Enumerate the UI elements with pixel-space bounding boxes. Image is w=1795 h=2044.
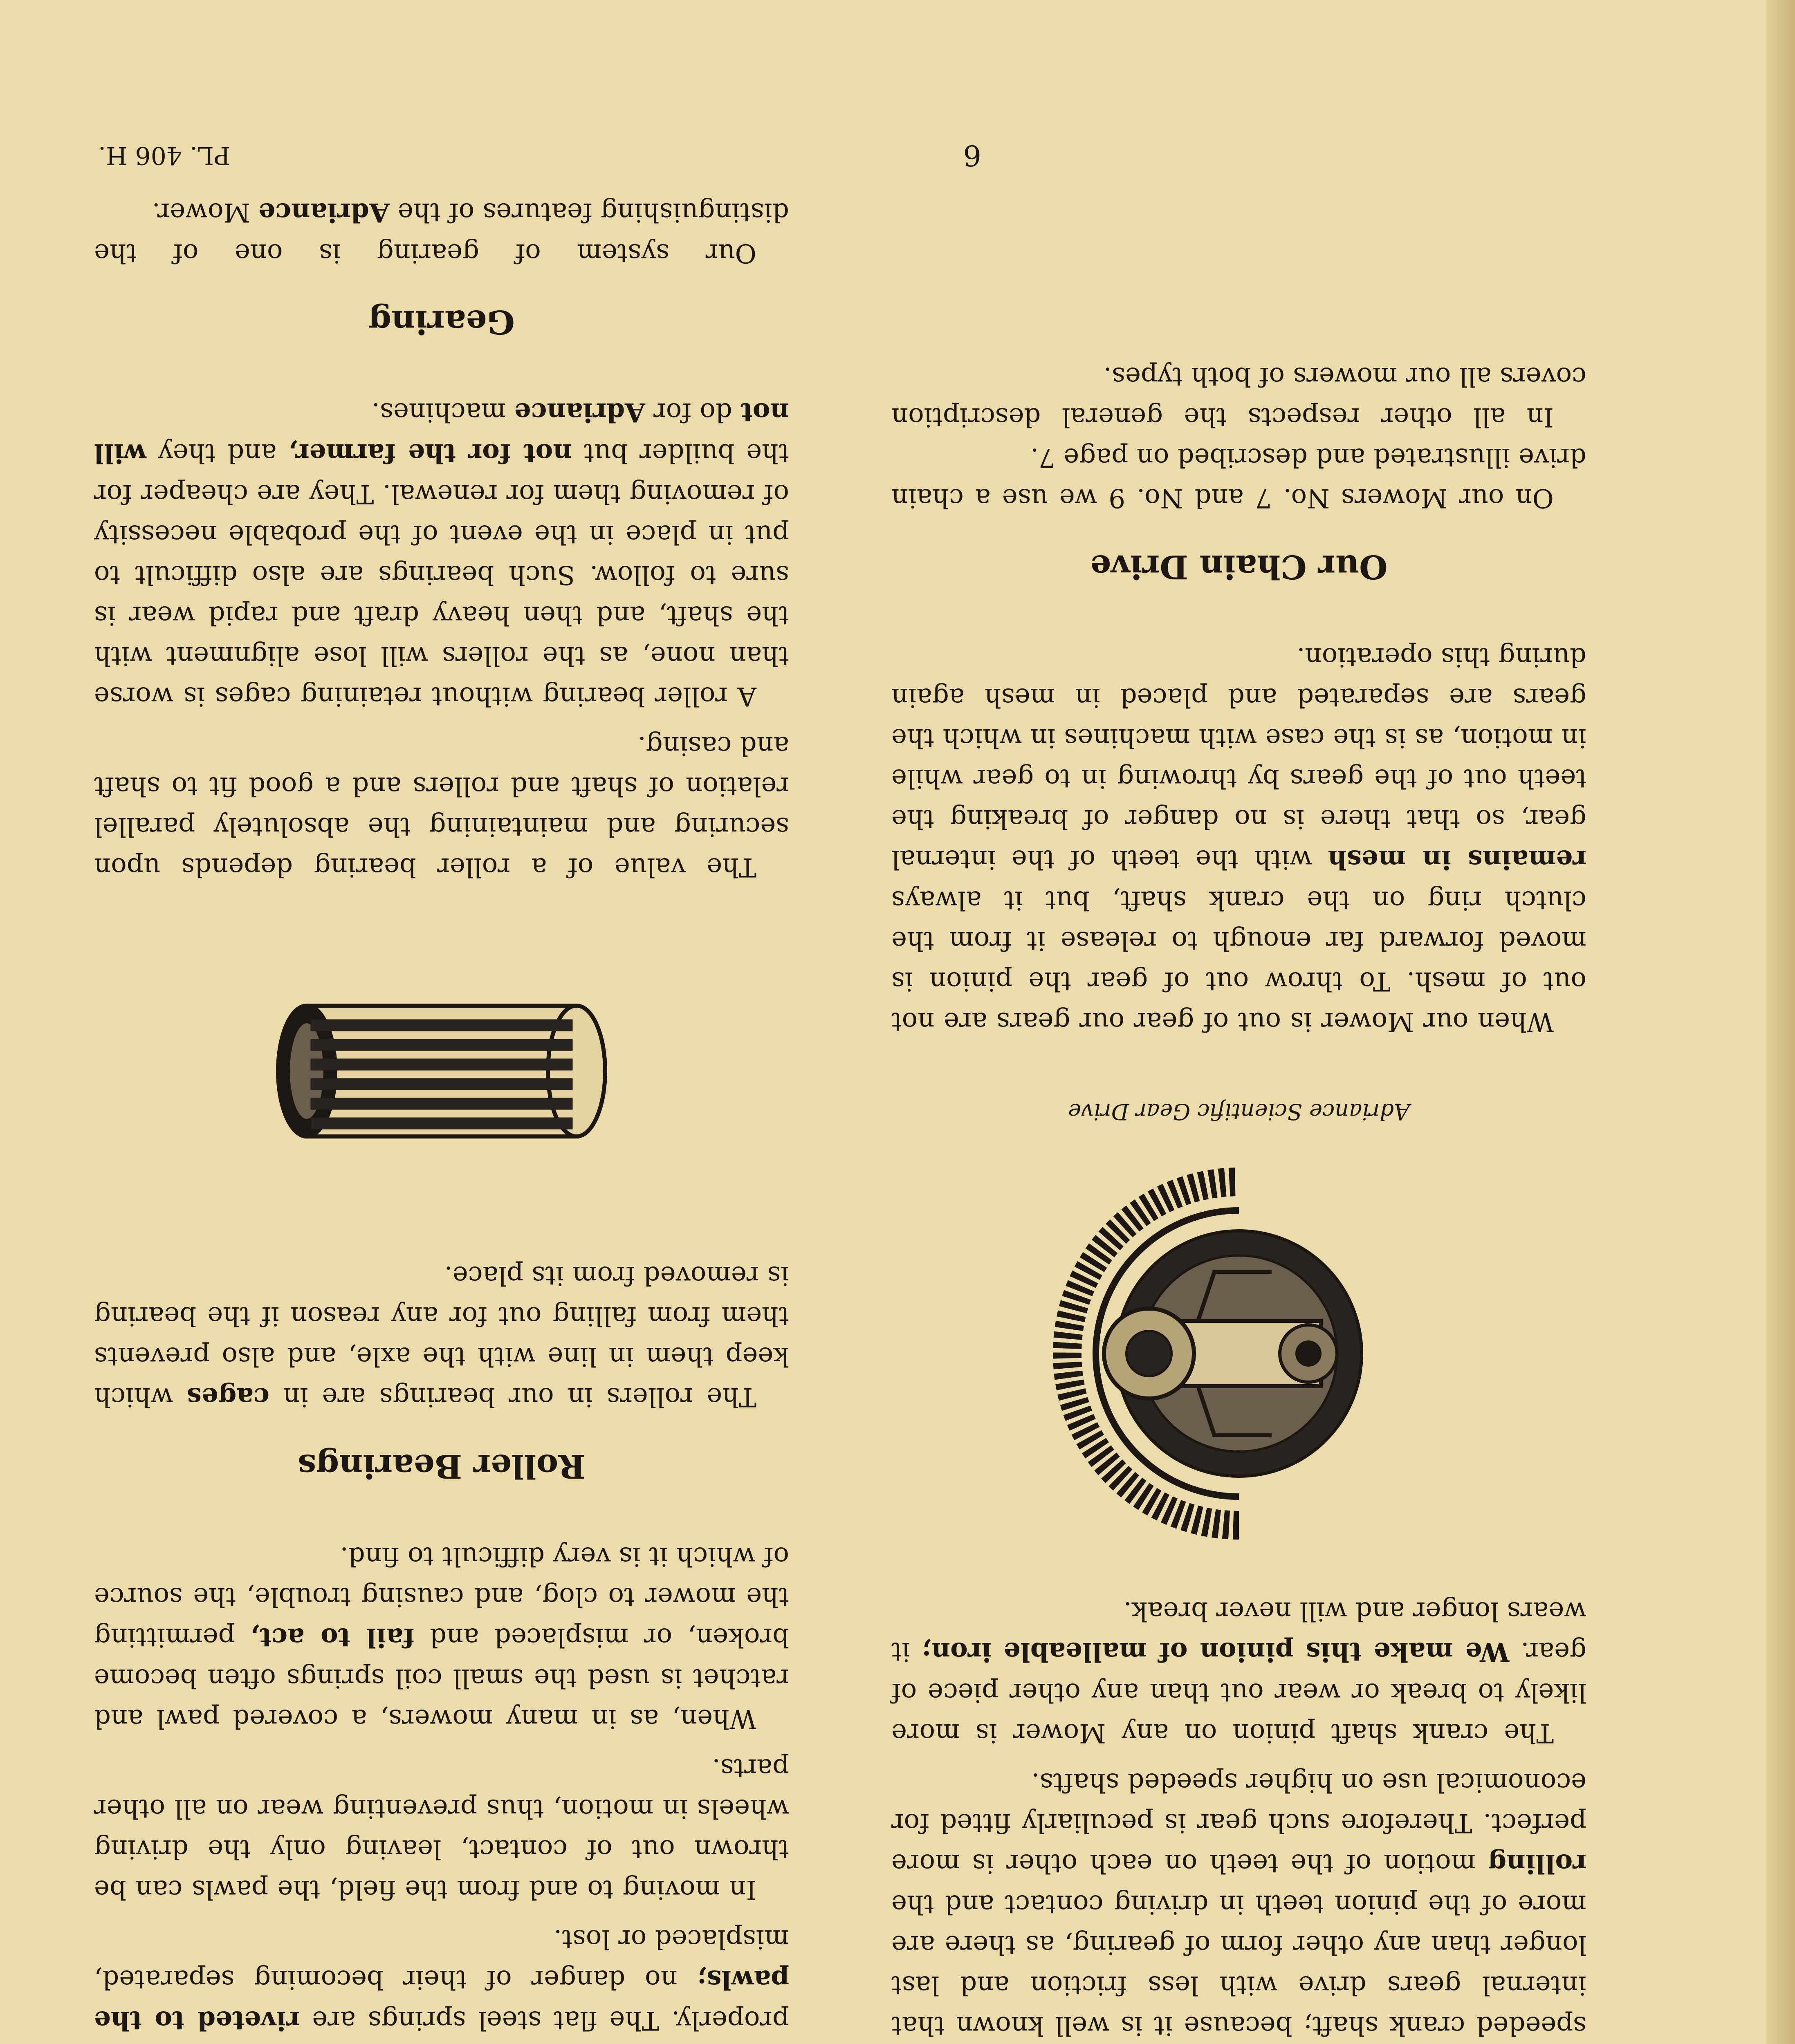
text-run: The rollers in our bearings are in <box>269 1382 756 1412</box>
text-run: machines. <box>371 397 514 427</box>
covered-pawl-paragraph <box>94 1536 789 1739</box>
right-column <box>94 164 789 2044</box>
bold-emphasis: remains in mesh <box>1328 844 1586 875</box>
bold-emphasis: rolling <box>1488 1848 1586 1879</box>
text-run: which keep them in line with the axle, and also prevents them from falling out for any reason if the bearing is removed from its place. <box>94 1260 789 1412</box>
text-run: In moving to and from the field, the pawls can be thrown out of contact, leaving only the driving wheels in motion, thus preventing wear on all other parts. <box>94 1753 789 1905</box>
text-run: with the teeth of the internal gear, so that there is no danger of breaking the teeth out of the gears by throwing in to gear while in motion, as is the case with machines in which the gears are separated and placed in mesh again during this operation. <box>891 642 1586 874</box>
chain-drive-heading: Our Chain Drive <box>1090 548 1388 586</box>
bold-emphasis: not for the farmer, <box>288 438 572 468</box>
text-run: permitting the mower to clog, and causing trouble, the source of which it is very difficult to find. <box>94 1541 789 1652</box>
bevel-gear-paragraph <box>891 1762 1586 2044</box>
out-of-gear-paragraph <box>891 637 1586 1042</box>
plate-code: PL. 406 H. <box>98 141 231 170</box>
bold-emphasis: Adriance <box>514 397 645 428</box>
text-run: Our system of gearing is one of the distinguishing features of the <box>94 197 789 268</box>
cages-paragraph <box>94 1255 789 1417</box>
page-footer <box>65 131 1586 180</box>
bevel-gear-drive-illustration <box>1034 1149 1443 1558</box>
text-run: and they <box>146 438 289 468</box>
bold-emphasis: We make this pinion of malleable iron; <box>922 1636 1510 1667</box>
text-run: In all other respects the general description covers all our mowers of both types. <box>891 361 1586 432</box>
text-run: When, as in many mowers, a covered pawl and ratchet is used the small coil springs often become broken, or misplaced and <box>94 1622 789 1734</box>
text-run: speeded crank shaft; because it is well known that internal gears drive with less friction and last longer than any other form of gearing, as there are more of the pinion teeth in driving contact and the <box>891 1889 1586 2041</box>
gear-drive-caption: Adriance Scientific Gear Drive <box>1068 1099 1410 1125</box>
bold-emphasis: riveted to the pawls; <box>94 1964 789 2036</box>
paper-edge <box>1766 0 1795 2044</box>
text-run: do for <box>645 397 741 427</box>
pawls-paragraph <box>94 1918 789 2044</box>
text-run: The value of a roller bearing depends upon securing and maintaining the absolutely parallel relation of shaft and rollers and a good fit to shaft and casing. <box>94 731 789 882</box>
bold-emphasis: cages <box>187 1382 269 1412</box>
roller-bearing-cage-illustration <box>258 981 626 1161</box>
text-run: The crank shaft pinion on any Mower is more likely to break or wear out than any other piece of gear. <box>891 1636 1586 1748</box>
pinion-paragraph <box>891 1591 1586 1753</box>
gearing-paragraph <box>94 192 789 273</box>
bold-emphasis: will not <box>94 397 789 468</box>
roller-bearing-figure <box>94 887 789 1255</box>
text-run: motion of the teeth on each other is more perfect. Therefore such gear is peculiarly fitted for economical use on higher speeded shafts. <box>891 1767 1586 1878</box>
bold-emphasis: fail to act, <box>250 1622 415 1653</box>
text-run: no danger of their becoming separated, misplaced or lost. <box>94 1924 789 1995</box>
roller-value-paragraph <box>94 725 789 887</box>
general-description-paragraph <box>891 356 1586 437</box>
text-run: When our Mower is out of gear our gears are not out of mesh. To throw out of gear the pinion is moved forward far enough to release it from the clutch ring on the crank shaft, but it always <box>891 885 1586 1037</box>
text-run: On our Mowers No. 7 and No. 9 we use a chain drive illustrated and described on page 7. <box>891 442 1586 513</box>
field-movement-paragraph <box>94 1748 789 1910</box>
gear-drive-figure <box>891 1133 1586 1574</box>
roller-bearings-heading: Roller Bearings <box>298 1447 586 1486</box>
gearing-heading: Gearing <box>368 303 515 341</box>
chain-drive-paragraph <box>891 437 1586 518</box>
text-run: A roller bearing without retaining cages is worse than none, as the rollers will lose alignment with the shaft, and then heavy draft and rapid wear is sure to follow. Such bearings are also difficult to put in place in the event of the probable necessity of removing them for renewal. They are cheaper for the builder but <box>94 438 789 711</box>
text-run: Mower. <box>152 197 259 227</box>
inverted-catalog-page <box>65 49 1586 2044</box>
cageless-bearing-paragraph <box>94 392 789 716</box>
left-column <box>891 164 1586 2044</box>
page-number: 6 <box>963 139 981 172</box>
text-run: properly. The flat steel springs are <box>312 2005 789 2035</box>
bold-emphasis: Adriance <box>258 197 390 228</box>
text-run: it wears longer and will never break. <box>891 1596 1586 1667</box>
